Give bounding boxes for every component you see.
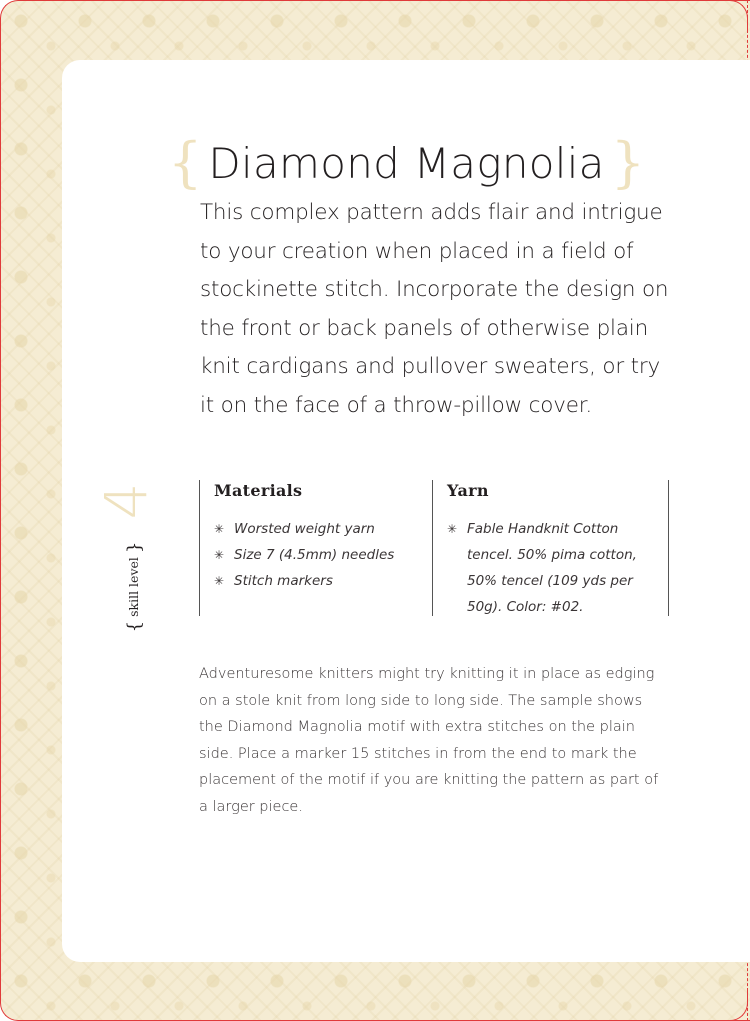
notes-paragraph: Adventuresome knitters might try knitting it in place as edging on a stole knit from long side to long side. The sample shows the Diamond Magnolia motif with extra stitches on the plain side. Place a marker 15 stitches in from the end to mark the placement of the motif if you are knitting the pattern as part of a larger piece. <box>199 666 659 815</box>
yarn-description: ✳ Fable Handknit Cotton tencel. 50% pima cotton, 50% tencel (109 yds per 50g). Color: #02. <box>447 516 665 620</box>
list-item: ✳ Size 7 (4.5mm) needles <box>214 542 432 568</box>
materials-heading: Materials <box>214 481 303 500</box>
skill-level-number: 4 <box>92 482 160 520</box>
skill-brace-close: } <box>124 541 145 554</box>
title-brace-close: } <box>610 131 646 194</box>
page-title: Diamond Magnolia <box>208 138 605 188</box>
title-block <box>168 128 645 198</box>
skill-brace-open: { <box>124 620 145 633</box>
materials-column <box>199 480 433 616</box>
skill-level-text: skill level <box>126 557 141 617</box>
title-brace-open: { <box>168 131 203 194</box>
yarn-heading: Yarn <box>447 481 489 500</box>
yarn-column <box>433 480 669 616</box>
skill-level-label <box>124 507 144 667</box>
intro-paragraph: This complex pattern adds flair and intrigue to your creation when placed in a field of stockinette stitch. Incorporate the design on the front or back panels of otherwise plain knit cardigans and pullover sweaters, or try it on the face of a throw-pillow cover. <box>200 200 669 418</box>
list-item: ✳ Worsted weight yarn <box>214 516 432 542</box>
list-item: ✳ Stitch markers <box>214 568 432 594</box>
materials-list <box>214 516 432 594</box>
